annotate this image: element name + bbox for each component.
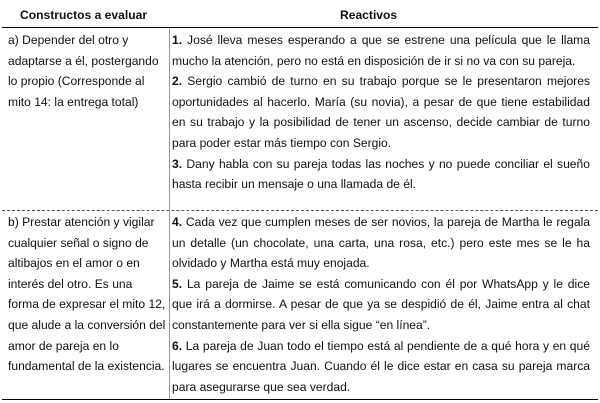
item-3-text: Dany habla con su pareja todas las noches y no puede conciliar el sueño hasta recibir un mensaje o una llamada de él. [172,156,590,192]
item-6-number: 6. [172,338,183,353]
item-2 [172,71,590,153]
row-1-items-cell [172,30,590,195]
item-1 [172,30,590,71]
item-3 [172,154,590,195]
row-2-construct-text: b) Prestar atención y vigilar cualquier señal o signo de altibajos en el amor o en interés del otro. Es una forma de expresar el mito 12, que alude a la conversión del amor de pareja en lo fundamental de la existencia. [8,215,166,374]
row-2-items-cell [172,212,590,397]
item-5 [172,274,590,336]
item-2-text: Sergio cambió de turno en su trabajo porque se le presentaron mejores oportunidades al hacerlo. María (su novia), a pesar de que tiene estabilidad en su trabajo y la posibilidad de tener un ascenso, decide cambiar de turno para poder estar más tiempo con Sergio. [172,74,590,150]
column-divider [169,28,170,400]
header-rule [2,27,598,28]
item-1-text: José lleva meses esperando a que se estrene una película que le llama mucho la atención, pero no está en disposición de ir si no va con su pareja. [172,33,590,68]
bottom-rule [2,399,598,400]
item-6-text: La pareja de Juan todo el tiempo está al pendiente de a qué hora y en qué lugares se encuentra Juan. Cuando él le dice estar en casa su pareja marca para asegurarse que sea verdad. [172,338,590,394]
item-5-number: 5. [172,276,183,291]
row-1-construct-cell [8,30,166,112]
header-constructs: Constructos a evaluar [20,8,148,22]
item-2-number: 2. [172,74,183,89]
row-1-construct-text: a) Depender del otro y adaptarse a él, postergando lo propio (Corresponde al mito 14: la entrega total) [8,33,159,109]
header-items: Reactivos [340,8,398,22]
item-4 [172,212,590,274]
row-2-construct-cell [8,212,166,377]
item-6 [172,336,590,398]
item-4-text: Cada vez que cumplen meses de ser novios, la pareja de Martha le regala un detalle (un chocolate, una carta, una rosa, etc.) pero este mes se le ha olvidado y Martha está muy enojada. [172,215,590,271]
item-1-number: 1. [172,33,183,47]
item-5-text: La pareja de Jaime se está comunicando con él por WhatsApp y le dice que irá a dormirse. A pesar de que ya se despidió de él, Jaime entra al chat constantemente para ver si ella sigue “en línea”. [172,276,590,332]
row-separator [2,210,598,211]
item-4-number: 4. [172,215,183,229]
item-3-number: 3. [172,156,183,171]
